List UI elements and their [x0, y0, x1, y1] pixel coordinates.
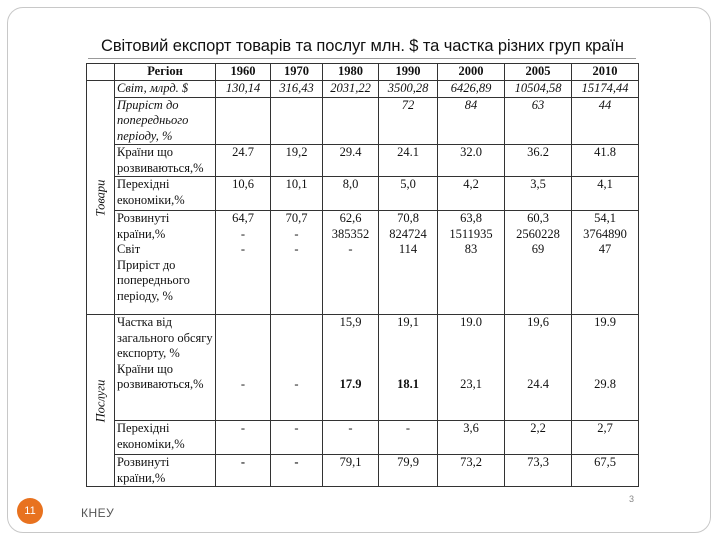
header-1970: 1970: [271, 64, 323, 81]
page-title: Світовий експорт товарів та послуг млн. $ та частка різних груп країн: [101, 37, 624, 55]
group-services-label: Послуги: [87, 315, 115, 487]
row-label: Країни що розвиваються,%: [115, 145, 216, 177]
row-label: Перехідні економіки,%: [115, 421, 216, 455]
cell: 36.2: [505, 145, 572, 177]
table-row: [87, 315, 639, 421]
cell: 29.4: [323, 145, 379, 177]
row-label: Розвинуті країни,%: [115, 455, 216, 487]
cell: 10,1: [271, 177, 323, 211]
cell: 15174,44: [572, 81, 639, 98]
cell: 5,0: [379, 177, 438, 211]
header-1990: 1990: [379, 64, 438, 81]
cell: 19.0 23,1: [438, 315, 505, 421]
cell: 73,2: [438, 455, 505, 487]
cell: 62,6 385352 -: [323, 211, 379, 315]
cell: 2,7: [572, 421, 639, 455]
footer-label: КНЕУ: [81, 506, 115, 520]
group-goods-label: Товари: [87, 81, 115, 315]
cell: 19,1 18.1: [379, 315, 438, 421]
header-blank: [87, 64, 115, 81]
cell: 316,43: [271, 81, 323, 98]
cell: 60,3 2560228 69: [505, 211, 572, 315]
header-2005: 2005: [505, 64, 572, 81]
cell: -: [323, 421, 379, 455]
cell: 63: [505, 97, 572, 145]
cell: [216, 97, 271, 145]
row-label-text: Країни що розвиваються,%: [117, 361, 204, 391]
table-row: [87, 81, 639, 98]
corner-mark: 3: [629, 494, 635, 504]
cell: 84: [438, 97, 505, 145]
cell: 19,2: [271, 145, 323, 177]
cell: 2,2: [505, 421, 572, 455]
cell: 2031,22: [323, 81, 379, 98]
cell: 4,2: [438, 177, 505, 211]
row-label: Світ, млрд. $: [115, 81, 216, 98]
table-row: [87, 211, 639, 315]
table-row: [87, 145, 639, 177]
header-1980: 1980: [323, 64, 379, 81]
cell: 63,8 1511935 83: [438, 211, 505, 315]
cell: 10,6: [216, 177, 271, 211]
table-row: [87, 421, 639, 455]
cell: -: [216, 421, 271, 455]
table-row: [87, 177, 639, 211]
cell: 15,9 17.9: [323, 315, 379, 421]
cell: 70,8 824724 114: [379, 211, 438, 315]
cell: 24.1: [379, 145, 438, 177]
cell: 64,7 - -: [216, 211, 271, 315]
table-row: [87, 455, 639, 487]
cell: 19.9 29.8: [572, 315, 639, 421]
cell: 8,0: [323, 177, 379, 211]
cell: 79,1: [323, 455, 379, 487]
row-label-text: Розвинуті країни,%: [117, 211, 170, 241]
cell: -: [216, 455, 271, 487]
header-row: [87, 64, 639, 81]
table-row: [87, 97, 639, 145]
cell: 44: [572, 97, 639, 145]
cell: 41.8: [572, 145, 639, 177]
row-label-text: Частка від загального обсягу експорту, %: [117, 315, 213, 360]
cell: 70,7 - -: [271, 211, 323, 315]
cell: 79,9: [379, 455, 438, 487]
cell: 67,5: [572, 455, 639, 487]
cell: -: [379, 421, 438, 455]
cell: 54,1 3764890 47: [572, 211, 639, 315]
page-number-badge: 11: [17, 498, 43, 524]
header-region: Регіон: [115, 64, 216, 81]
row-label-text: Світ: [117, 242, 141, 256]
cell: 73,3: [505, 455, 572, 487]
row-label-text: Приріст до попереднього періоду, %: [117, 257, 190, 303]
cell: 3500,28: [379, 81, 438, 98]
cell: 4,1: [572, 177, 639, 211]
header-2000: 2000: [438, 64, 505, 81]
cell: 6426,89: [438, 81, 505, 98]
cell: -: [271, 455, 323, 487]
cell: -: [271, 421, 323, 455]
header-2010: 2010: [572, 64, 639, 81]
cell: 19,6 24.4: [505, 315, 572, 421]
row-label: [115, 315, 216, 421]
cell: -: [271, 315, 323, 421]
row-label: Перехідні економіки,%: [115, 177, 216, 211]
cell: [271, 97, 323, 145]
cell: 32.0: [438, 145, 505, 177]
row-label: Приріст до попереднього періоду, %: [115, 97, 216, 145]
cell: 24.7: [216, 145, 271, 177]
title-rule: [88, 58, 636, 59]
cell: 72: [379, 97, 438, 145]
cell: 130,14: [216, 81, 271, 98]
cell: 3,6: [438, 421, 505, 455]
cell: 10504,58: [505, 81, 572, 98]
header-1960: 1960: [216, 64, 271, 81]
cell: -: [216, 315, 271, 421]
row-label: [115, 211, 216, 315]
cell: [323, 97, 379, 145]
export-table: [86, 63, 639, 487]
cell: 3,5: [505, 177, 572, 211]
